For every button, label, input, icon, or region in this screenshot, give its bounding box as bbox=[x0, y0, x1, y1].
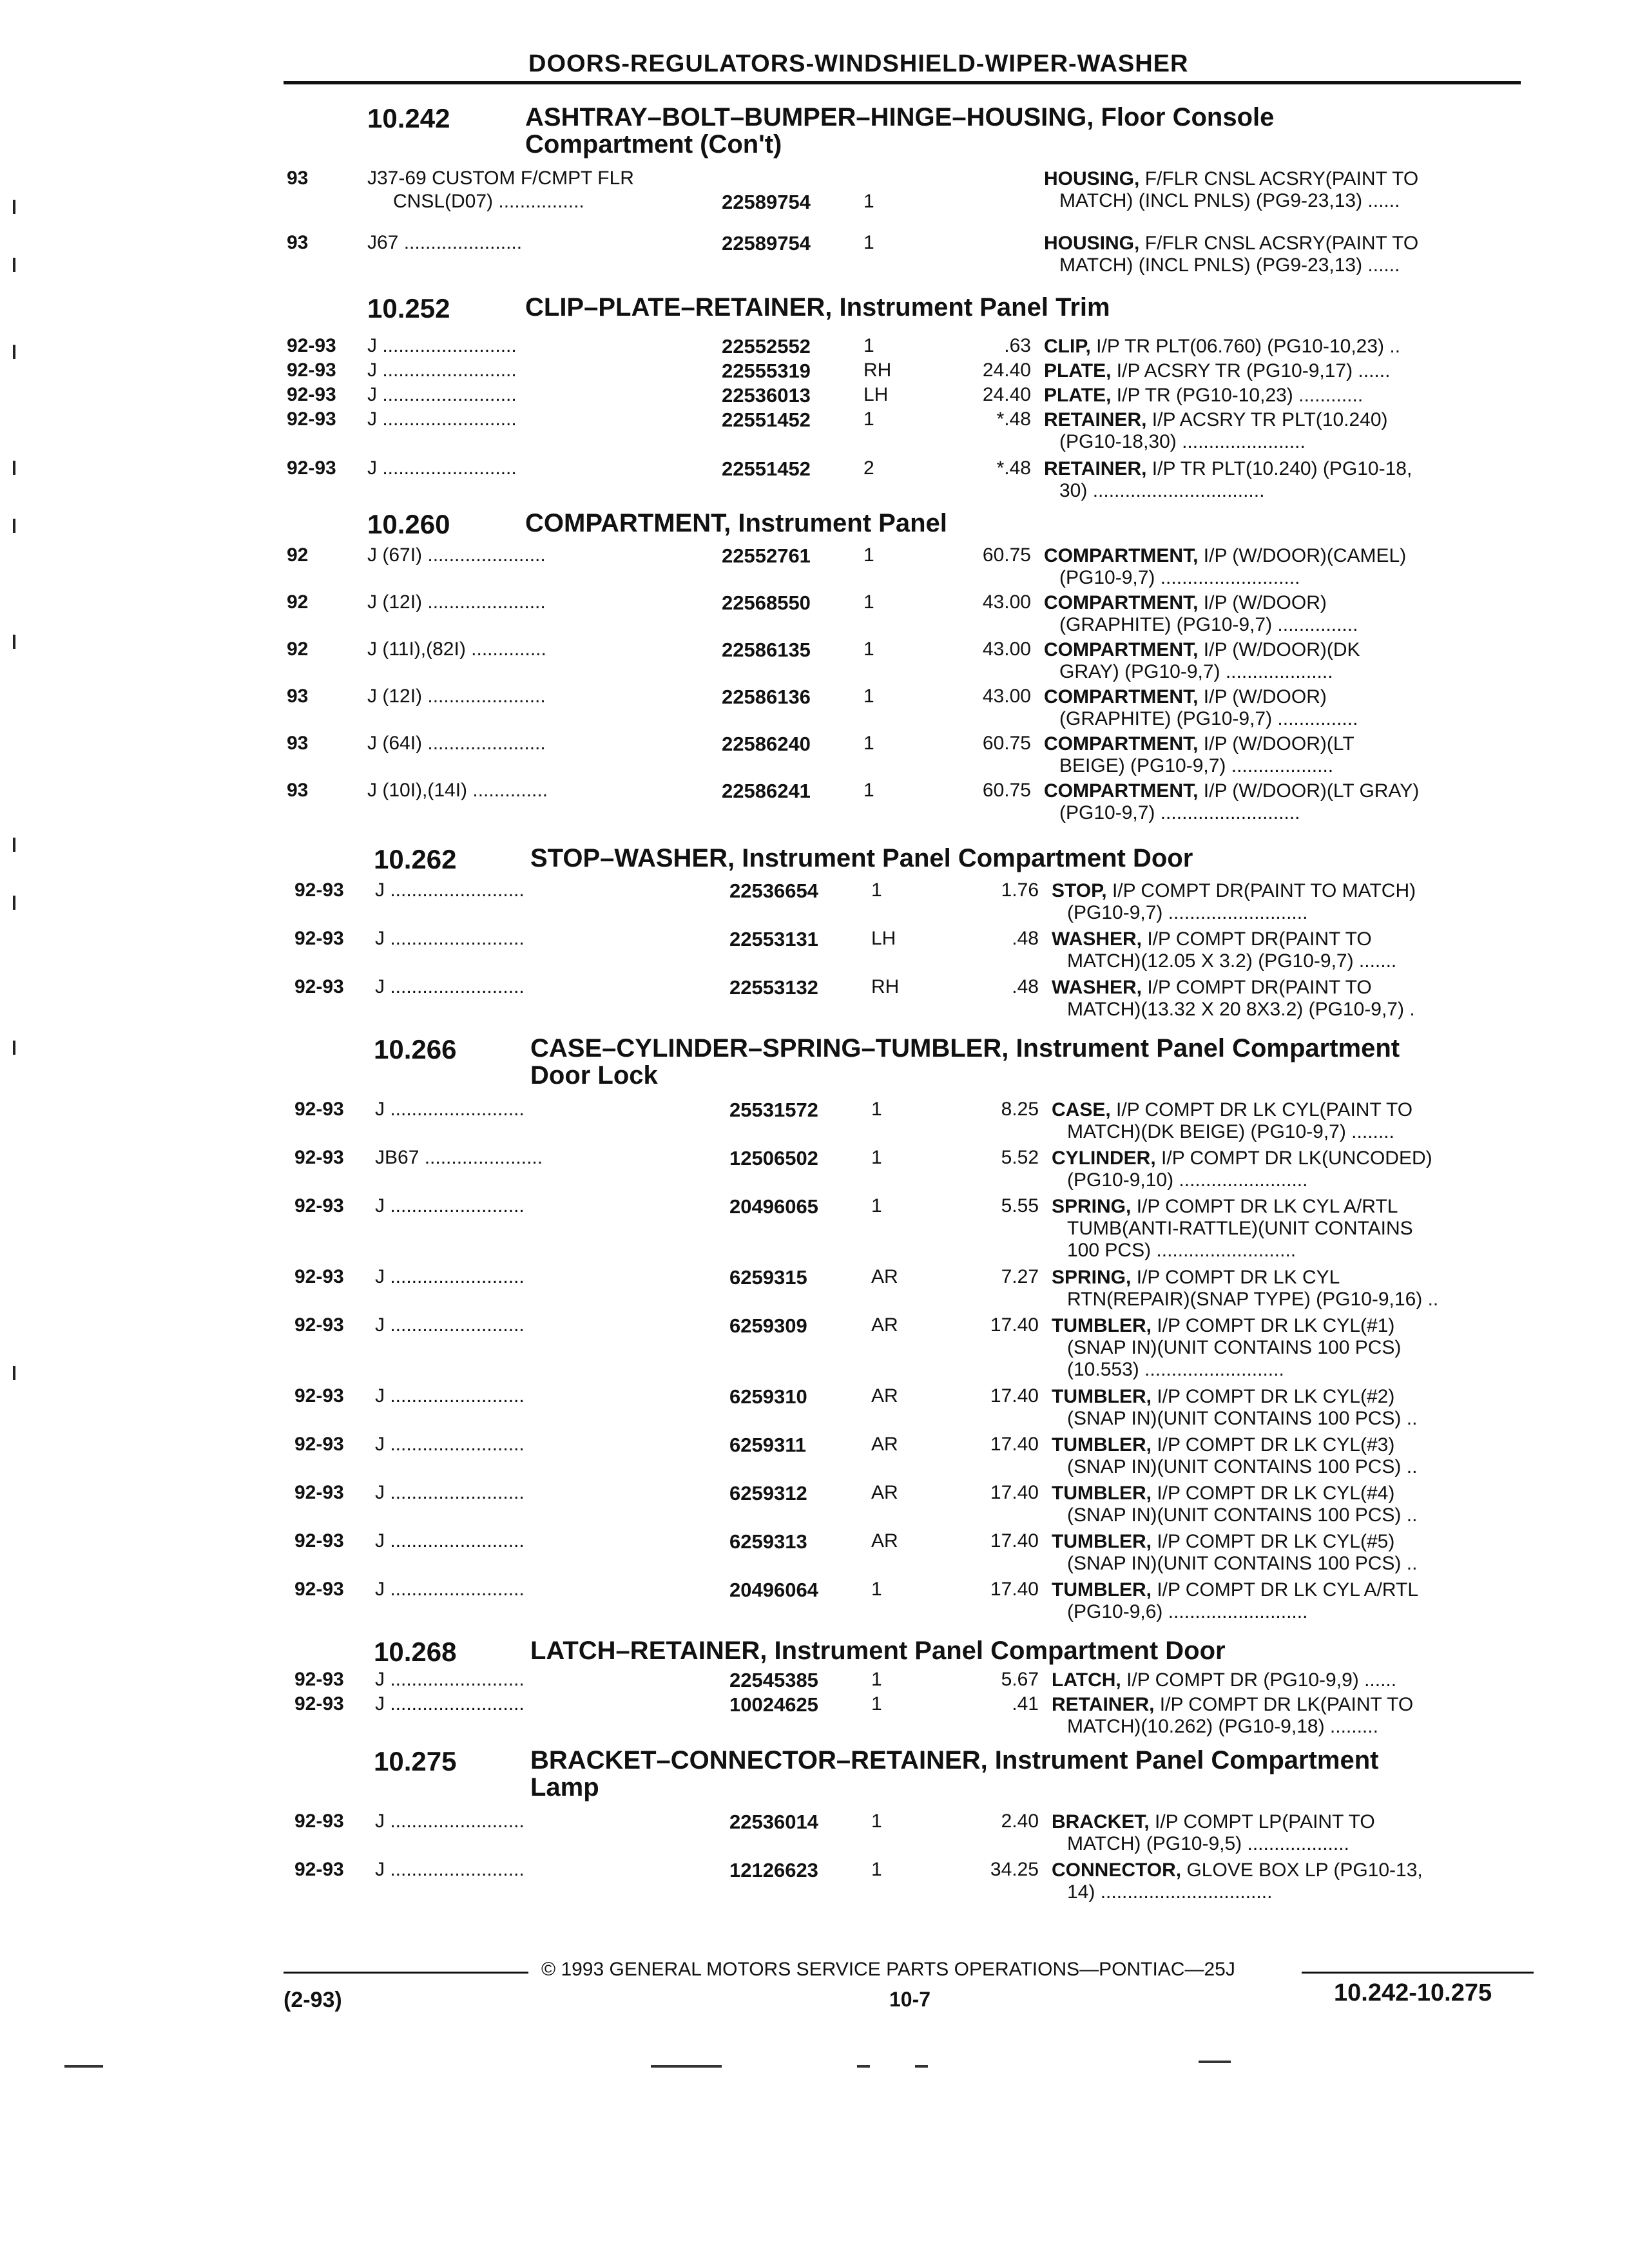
section-title: STOP–WASHER, Instrument Panel Compartment Door bbox=[530, 844, 1193, 872]
part-number: 22536014 bbox=[729, 1811, 818, 1833]
section-title: BRACKET–CONNECTOR–RETAINER, Instrument Panel Compartment bbox=[530, 1746, 1379, 1774]
description-continued: (PG10-9,7) .......................... bbox=[1059, 802, 1300, 823]
description-continued: (PG10-9,6) .......................... bbox=[1067, 1601, 1308, 1622]
part-number: 22545385 bbox=[729, 1669, 818, 1691]
description-continued: MATCH)(10.262) (PG10-9,18) ......... bbox=[1067, 1716, 1378, 1737]
part-number: 22551452 bbox=[722, 457, 811, 480]
quantity: 1 bbox=[863, 639, 874, 660]
part-number: 22586241 bbox=[722, 780, 811, 802]
description: TUMBLER, I/P COMPT DR LK CYL(#1) bbox=[1052, 1315, 1395, 1336]
description: COMPARTMENT, I/P (W/DOOR)(LT bbox=[1044, 733, 1354, 754]
price: 24.40 bbox=[982, 360, 1031, 381]
model-code: J (10I),(14I) .............. bbox=[367, 780, 548, 801]
model-year: 92-93 bbox=[294, 1385, 344, 1407]
model-code: J ......................... bbox=[375, 1579, 525, 1600]
model-code-continued: CNSL(D07) ................ bbox=[393, 191, 584, 212]
description: RETAINER, I/P TR PLT(10.240) (PG10-18, bbox=[1044, 458, 1412, 479]
quantity: RH bbox=[871, 976, 900, 997]
quantity: 1 bbox=[871, 1811, 882, 1832]
price: 5.52 bbox=[1001, 1147, 1039, 1168]
part-number: 6259315 bbox=[729, 1266, 807, 1289]
description: CASE, I/P COMPT DR LK CYL(PAINT TO bbox=[1052, 1099, 1413, 1120]
description-continued: TUMB(ANTI-RATTLE)(UNIT CONTAINS bbox=[1067, 1218, 1413, 1239]
part-number: 22586136 bbox=[722, 686, 811, 708]
margin-mark bbox=[13, 896, 15, 910]
part-number: 6259310 bbox=[729, 1385, 807, 1408]
model-code: J ......................... bbox=[375, 1266, 525, 1287]
model-code: J ......................... bbox=[367, 408, 517, 430]
description: SPRING, I/P COMPT DR LK CYL A/RTL bbox=[1052, 1196, 1398, 1217]
quantity: 1 bbox=[863, 780, 874, 801]
description: BRACKET, I/P COMPT LP(PAINT TO bbox=[1052, 1811, 1375, 1832]
description-continued: (GRAPHITE) (PG10-9,7) ............... bbox=[1059, 708, 1358, 729]
part-number: 6259311 bbox=[729, 1434, 806, 1456]
description-continued: MATCH) (INCL PNLS) (PG9-23,13) ...... bbox=[1059, 255, 1400, 276]
description-continued: (SNAP IN)(UNIT CONTAINS 100 PCS) .. bbox=[1067, 1504, 1418, 1526]
price bbox=[941, 232, 1031, 284]
model-year: 92-93 bbox=[294, 1314, 344, 1336]
price: 17.40 bbox=[990, 1385, 1039, 1407]
margin-mark bbox=[13, 1366, 15, 1380]
price: 17.40 bbox=[990, 1314, 1039, 1336]
model-year: 92-93 bbox=[294, 879, 344, 901]
model-year: 92-93 bbox=[294, 1859, 344, 1880]
model-year: 92-93 bbox=[287, 360, 336, 381]
price: 5.55 bbox=[1001, 1195, 1039, 1216]
part-number: 6259309 bbox=[729, 1314, 807, 1337]
quantity: 1 bbox=[871, 1669, 882, 1690]
price: 7.27 bbox=[1001, 1266, 1039, 1287]
description: TUMBLER, I/P COMPT DR LK CYL(#5) bbox=[1052, 1531, 1395, 1552]
quantity: 1 bbox=[863, 733, 874, 754]
price: 43.00 bbox=[982, 639, 1031, 660]
model-code: J37-69 CUSTOM F/CMPT FLR bbox=[367, 168, 634, 189]
section-number: 10.268 bbox=[374, 1637, 457, 1667]
description-continued: 100 PCS) .......................... bbox=[1067, 1240, 1296, 1261]
description: COMPARTMENT, I/P (W/DOOR)(CAMEL) bbox=[1044, 545, 1407, 566]
part-number: 22589754 bbox=[722, 232, 811, 255]
model-year: 92-93 bbox=[287, 457, 336, 479]
page-header: DOORS-REGULATORS-WINDSHIELD-WIPER-WASHER bbox=[528, 50, 1189, 77]
quantity: 1 bbox=[863, 544, 874, 566]
description-continued: MATCH) (INCL PNLS) (PG9-23,13) ...... bbox=[1059, 190, 1400, 211]
scan-smudge bbox=[857, 2065, 870, 2068]
price: 17.40 bbox=[990, 1579, 1039, 1600]
model-year: 93 bbox=[287, 168, 309, 189]
model-code: J ......................... bbox=[375, 928, 525, 949]
price: 60.75 bbox=[982, 733, 1031, 754]
model-code: J ......................... bbox=[375, 1693, 525, 1715]
model-year: 92-93 bbox=[287, 384, 336, 405]
model-year: 92 bbox=[287, 591, 309, 613]
quantity: AR bbox=[871, 1530, 898, 1552]
margin-mark bbox=[13, 461, 15, 475]
part-number: 22536654 bbox=[729, 879, 818, 902]
description: RETAINER, I/P ACSRY TR PLT(10.240) bbox=[1044, 409, 1388, 430]
quantity: AR bbox=[871, 1266, 898, 1287]
header-rule bbox=[284, 81, 1521, 84]
margin-mark bbox=[13, 345, 15, 359]
description-continued: MATCH)(13.32 X 20 8X3.2) (PG10-9,7) . bbox=[1067, 999, 1415, 1020]
description: PLATE, I/P ACSRY TR (PG10-9,17) ...... bbox=[1044, 360, 1391, 381]
model-code: J ......................... bbox=[375, 1099, 525, 1120]
price: 43.00 bbox=[982, 686, 1031, 707]
model-year: 92-93 bbox=[294, 1195, 344, 1216]
description-continued: MATCH)(DK BEIGE) (PG10-9,7) ........ bbox=[1067, 1121, 1394, 1142]
part-number: 22555319 bbox=[722, 360, 811, 382]
description-continued: RTN(REPAIR)(SNAP TYPE) (PG10-9,16) .. bbox=[1067, 1289, 1439, 1310]
margin-mark bbox=[13, 838, 15, 852]
description-continued: GRAY) (PG10-9,7) .................... bbox=[1059, 661, 1333, 682]
model-code: J67 ...................... bbox=[367, 232, 523, 253]
part-number: 22553132 bbox=[729, 976, 818, 999]
description: COMPARTMENT, I/P (W/DOOR) bbox=[1044, 592, 1327, 613]
model-year: 92-93 bbox=[294, 1811, 344, 1832]
price: *.48 bbox=[996, 408, 1031, 430]
section-title: CLIP–PLATE–RETAINER, Instrument Panel Trim bbox=[525, 293, 1110, 322]
price: 60.75 bbox=[982, 780, 1031, 801]
model-code: J ......................... bbox=[375, 1530, 525, 1552]
footer-page-number: 10-7 bbox=[889, 1988, 931, 2011]
part-number: 12506502 bbox=[729, 1147, 818, 1169]
model-code: J ......................... bbox=[375, 1859, 525, 1880]
model-year: 92-93 bbox=[294, 1147, 344, 1168]
model-year: 92-93 bbox=[294, 1530, 344, 1552]
price: .41 bbox=[1012, 1693, 1039, 1715]
model-code: J ......................... bbox=[375, 1314, 525, 1336]
footer-rule-left bbox=[284, 1972, 528, 1974]
model-year: 92-93 bbox=[287, 335, 336, 356]
model-year: 93 bbox=[287, 780, 309, 801]
description-continued: (SNAP IN)(UNIT CONTAINS 100 PCS) .. bbox=[1067, 1456, 1418, 1477]
model-code: J (11I),(82I) .............. bbox=[367, 639, 546, 660]
price: 17.40 bbox=[990, 1530, 1039, 1552]
margin-mark bbox=[13, 200, 15, 214]
quantity: 1 bbox=[863, 408, 874, 430]
margin-mark bbox=[13, 635, 15, 649]
quantity: 1 bbox=[863, 335, 874, 356]
price: 17.40 bbox=[990, 1434, 1039, 1455]
description-continued: BEIGE) (PG10-9,7) ................... bbox=[1059, 755, 1334, 776]
price: 43.00 bbox=[982, 591, 1031, 613]
model-year: 92-93 bbox=[294, 1693, 344, 1715]
quantity: 1 bbox=[871, 1147, 882, 1168]
margin-mark bbox=[13, 1041, 15, 1055]
description: TUMBLER, I/P COMPT DR LK CYL A/RTL bbox=[1052, 1579, 1419, 1600]
quantity: 1 bbox=[863, 191, 874, 212]
quantity: 1 bbox=[871, 1099, 882, 1120]
description: COMPARTMENT, I/P (W/DOOR) bbox=[1044, 686, 1327, 707]
part-number: 22568550 bbox=[722, 591, 811, 614]
quantity: AR bbox=[871, 1314, 898, 1336]
footer-copyright: © 1993 GENERAL MOTORS SERVICE PARTS OPERATIONS—PONTIAC—25J bbox=[541, 1959, 1235, 1980]
margin-mark bbox=[13, 519, 15, 533]
section-number: 10.252 bbox=[367, 293, 450, 323]
description: STOP, I/P COMPT DR(PAINT TO MATCH) bbox=[1052, 880, 1416, 901]
model-year: 92-93 bbox=[294, 1482, 344, 1503]
price: 5.67 bbox=[1001, 1669, 1039, 1690]
description-continued: MATCH)(12.05 X 3.2) (PG10-9,7) ....... bbox=[1067, 950, 1397, 972]
model-code: J ......................... bbox=[375, 1669, 525, 1690]
model-code: J (64I) ...................... bbox=[367, 733, 546, 754]
part-number: 22589754 bbox=[722, 191, 811, 213]
footer-range: 10.242-10.275 bbox=[1334, 1979, 1492, 2006]
scan-smudge bbox=[1199, 2061, 1231, 2063]
model-year: 93 bbox=[287, 232, 309, 253]
model-code: J ......................... bbox=[375, 1482, 525, 1503]
price: .48 bbox=[1012, 928, 1039, 949]
description: TUMBLER, I/P COMPT DR LK CYL(#3) bbox=[1052, 1434, 1395, 1456]
part-number: 6259312 bbox=[729, 1482, 807, 1504]
description: WASHER, I/P COMPT DR(PAINT TO bbox=[1052, 928, 1372, 950]
model-year: 93 bbox=[287, 733, 309, 754]
part-number: 22551452 bbox=[722, 408, 811, 431]
model-code: J ......................... bbox=[367, 384, 517, 405]
model-code: J ......................... bbox=[375, 1385, 525, 1407]
description-continued: (PG10-18,30) ....................... bbox=[1059, 431, 1306, 452]
model-code: J ......................... bbox=[367, 360, 517, 381]
price: 2.40 bbox=[1001, 1811, 1039, 1832]
description: CLIP, I/P TR PLT(06.760) (PG10-10,23) .. bbox=[1044, 336, 1401, 357]
model-code: JB67 ...................... bbox=[375, 1147, 543, 1168]
quantity: 1 bbox=[871, 1693, 882, 1715]
quantity: 1 bbox=[871, 879, 882, 901]
section-title-continued: Door Lock bbox=[530, 1061, 658, 1090]
section-title-continued: Compartment (Con't) bbox=[525, 130, 782, 159]
price: 1.76 bbox=[1001, 879, 1039, 901]
part-number: 22552552 bbox=[722, 335, 811, 358]
part-number: 22586240 bbox=[722, 733, 811, 755]
price: 24.40 bbox=[982, 384, 1031, 405]
part-number: 20496064 bbox=[729, 1579, 818, 1601]
section-number: 10.242 bbox=[367, 103, 450, 133]
model-year: 92-93 bbox=[294, 1579, 344, 1600]
model-code: J ......................... bbox=[375, 976, 525, 997]
model-year: 92 bbox=[287, 544, 309, 566]
description-continued: (SNAP IN)(UNIT CONTAINS 100 PCS) bbox=[1067, 1337, 1402, 1358]
price: 17.40 bbox=[990, 1482, 1039, 1503]
part-number: 22553131 bbox=[729, 928, 818, 950]
model-code: J ......................... bbox=[375, 1195, 525, 1216]
section-number: 10.262 bbox=[374, 844, 457, 874]
section-title: CASE–CYLINDER–SPRING–TUMBLER, Instrument Panel Compartment bbox=[530, 1034, 1400, 1062]
description: LATCH, I/P COMPT DR (PG10-9,9) ...... bbox=[1052, 1669, 1397, 1691]
section-title-continued: Lamp bbox=[530, 1773, 599, 1802]
section-number: 10.266 bbox=[374, 1034, 457, 1064]
part-number: 22586135 bbox=[722, 639, 811, 661]
part-number: 12126623 bbox=[729, 1859, 818, 1881]
quantity: RH bbox=[863, 360, 892, 381]
description: WASHER, I/P COMPT DR(PAINT TO bbox=[1052, 977, 1372, 998]
section-title: ASHTRAY–BOLT–BUMPER–HINGE–HOUSING, Floor Console bbox=[525, 103, 1275, 131]
quantity: 1 bbox=[871, 1579, 882, 1600]
price: 60.75 bbox=[982, 544, 1031, 566]
price: .63 bbox=[1004, 335, 1031, 356]
description-continued: MATCH) (PG10-9,5) ................... bbox=[1067, 1833, 1349, 1854]
model-year: 93 bbox=[287, 686, 309, 707]
quantity: AR bbox=[871, 1482, 898, 1503]
description: PLATE, I/P TR (PG10-10,23) ............ bbox=[1044, 385, 1364, 406]
part-number: 10024625 bbox=[729, 1693, 818, 1716]
scan-smudge bbox=[915, 2065, 928, 2068]
section-number: 10.275 bbox=[374, 1746, 457, 1776]
model-year: 92-93 bbox=[294, 1099, 344, 1120]
quantity: LH bbox=[871, 928, 896, 949]
model-year: 92-93 bbox=[294, 928, 344, 949]
description-continued: (PG10-9,7) .......................... bbox=[1067, 902, 1308, 923]
part-number: 6259313 bbox=[729, 1530, 807, 1553]
description: CYLINDER, I/P COMPT DR LK(UNCODED) bbox=[1052, 1148, 1432, 1169]
description-continued: (PG10-9,7) .......................... bbox=[1059, 567, 1300, 588]
model-code: J ......................... bbox=[367, 335, 517, 356]
model-year: 92-93 bbox=[294, 976, 344, 997]
price: 34.25 bbox=[990, 1859, 1039, 1880]
quantity: 2 bbox=[863, 457, 874, 479]
description: COMPARTMENT, I/P (W/DOOR)(DK bbox=[1044, 639, 1360, 660]
model-code: J ......................... bbox=[375, 1434, 525, 1455]
description: HOUSING, F/FLR CNSL ACSRY(PAINT TO bbox=[1044, 233, 1419, 254]
model-code: J ......................... bbox=[375, 1811, 525, 1832]
scan-smudge bbox=[651, 2065, 722, 2068]
model-code: J (67I) ...................... bbox=[367, 544, 546, 566]
model-year: 92-93 bbox=[294, 1434, 344, 1455]
quantity: 1 bbox=[863, 686, 874, 707]
description: CONNECTOR, GLOVE BOX LP (PG10-13, bbox=[1052, 1860, 1423, 1881]
model-code: J ......................... bbox=[375, 879, 525, 901]
description: HOUSING, F/FLR CNSL ACSRY(PAINT TO bbox=[1044, 168, 1419, 189]
description: COMPARTMENT, I/P (W/DOOR)(LT GRAY) bbox=[1044, 780, 1420, 802]
model-code: J (12I) ...................... bbox=[367, 591, 546, 613]
quantity: AR bbox=[871, 1434, 898, 1455]
part-number: 25531572 bbox=[729, 1099, 818, 1121]
model-year: 92-93 bbox=[294, 1669, 344, 1690]
section-title: LATCH–RETAINER, Instrument Panel Compartment Door bbox=[530, 1637, 1226, 1665]
description-continued: (10.553) .......................... bbox=[1067, 1359, 1284, 1380]
description: TUMBLER, I/P COMPT DR LK CYL(#4) bbox=[1052, 1483, 1395, 1504]
scan-smudge bbox=[64, 2065, 103, 2068]
description-continued: (SNAP IN)(UNIT CONTAINS 100 PCS) .. bbox=[1067, 1408, 1418, 1429]
margin-mark bbox=[13, 258, 15, 272]
quantity: AR bbox=[871, 1385, 898, 1407]
description-continued: (SNAP IN)(UNIT CONTAINS 100 PCS) .. bbox=[1067, 1553, 1418, 1574]
model-code: J ......................... bbox=[367, 457, 517, 479]
description: TUMBLER, I/P COMPT DR LK CYL(#2) bbox=[1052, 1386, 1395, 1407]
part-number: 22552761 bbox=[722, 544, 811, 567]
description-continued: 30) ................................ bbox=[1059, 480, 1265, 501]
description-continued: (GRAPHITE) (PG10-9,7) ............... bbox=[1059, 614, 1358, 635]
section-number: 10.260 bbox=[367, 509, 450, 539]
part-number: 20496065 bbox=[729, 1195, 818, 1218]
quantity: 1 bbox=[871, 1859, 882, 1880]
model-year: 92-93 bbox=[287, 408, 336, 430]
description: RETAINER, I/P COMPT DR LK(PAINT TO bbox=[1052, 1694, 1414, 1715]
footer-rule-right bbox=[1302, 1972, 1534, 1974]
quantity: 1 bbox=[871, 1195, 882, 1216]
model-year: 92-93 bbox=[294, 1266, 344, 1287]
model-code: J (12I) ...................... bbox=[367, 686, 546, 707]
footer-date: (2-93) bbox=[284, 1988, 342, 2012]
quantity: LH bbox=[863, 384, 889, 405]
part-number: 22536013 bbox=[722, 384, 811, 407]
description: SPRING, I/P COMPT DR LK CYL bbox=[1052, 1267, 1340, 1288]
price: *.48 bbox=[996, 457, 1031, 479]
description-continued: 14) ................................ bbox=[1067, 1881, 1273, 1903]
quantity: 1 bbox=[863, 591, 874, 613]
description-continued: (PG10-9,10) ........................ bbox=[1067, 1169, 1308, 1191]
price: .48 bbox=[1012, 976, 1039, 997]
quantity: 1 bbox=[863, 232, 874, 253]
section-title: COMPARTMENT, Instrument Panel bbox=[525, 509, 947, 537]
model-year: 92 bbox=[287, 639, 309, 660]
price: 8.25 bbox=[1001, 1099, 1039, 1120]
